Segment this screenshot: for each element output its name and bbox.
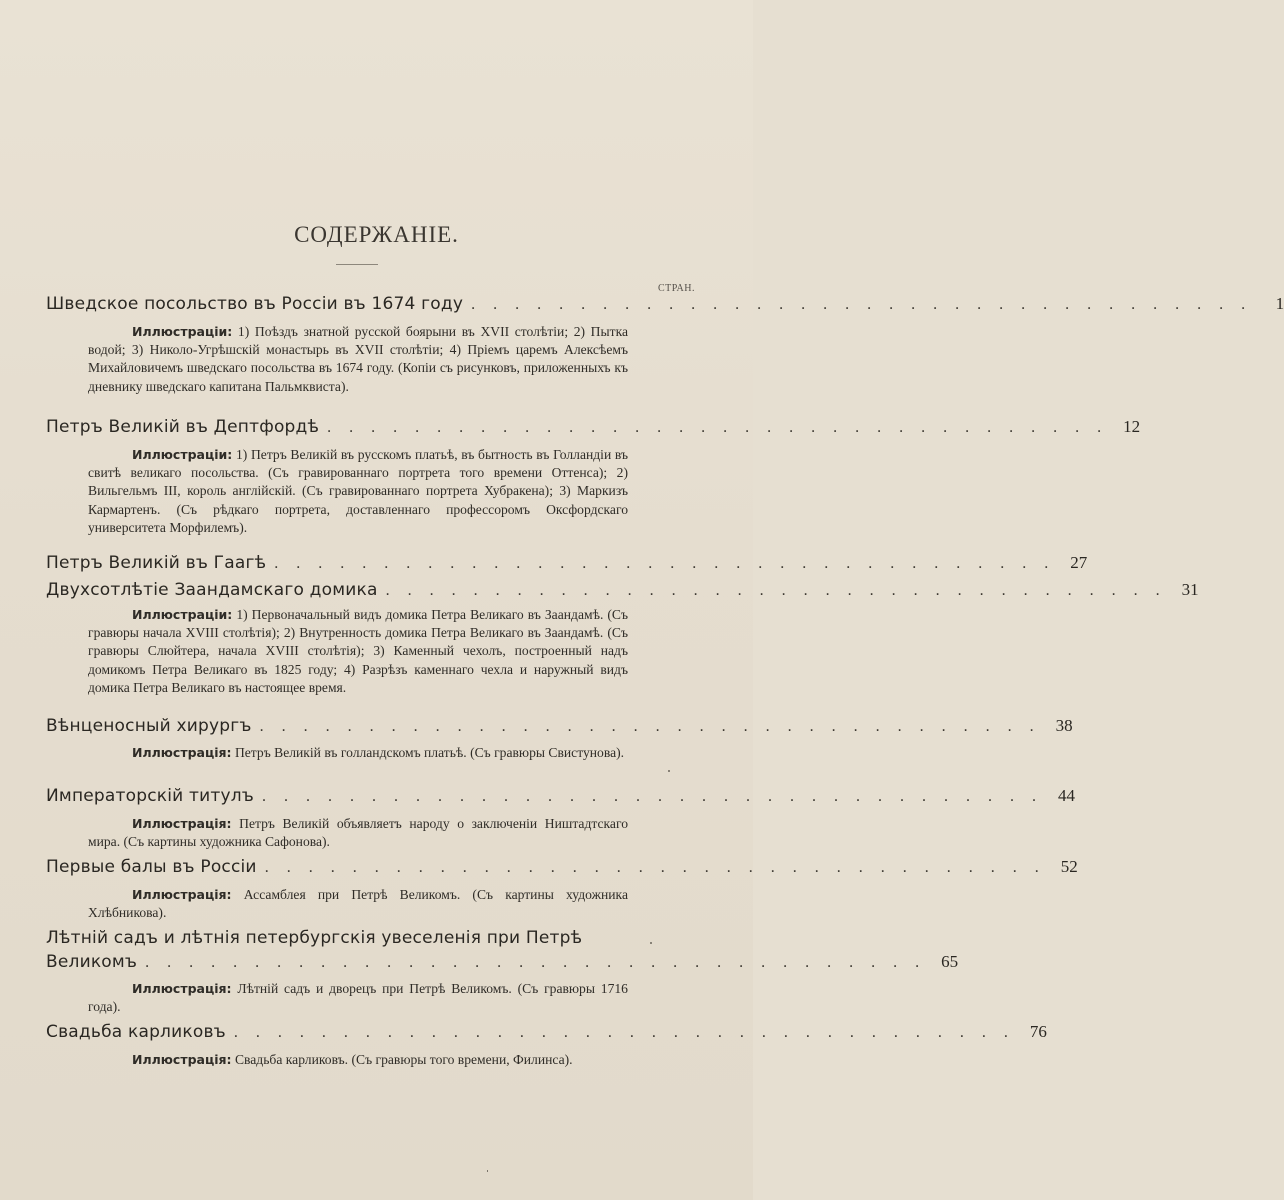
toc-illustrations	[88, 323, 628, 396]
leader-dots: . . . . . . . . . . . . . . . . . . . . . . . . . . . . . . . . . . . .	[262, 788, 1043, 805]
toc-entry-title: Петръ Великiй въ Дептфордѣ	[46, 417, 320, 437]
leader-dots: . . . . . . . . . . . . . . . . . . . . . . . . . . . . . . . . . . . .	[327, 419, 1109, 436]
page-title: СОДЕРЖАНIЕ.	[294, 222, 459, 247]
toc-entry-page: 1	[1275, 294, 1284, 313]
illustrations-text: 1) Поѣздъ знатной русской боярыни въ XVII столѣтiи; 2) Пытка водой; 3) Николо-Угрѣшскiй монастырь въ XVII столѣтiи; 4) Прiемъ царемъ Алексѣемъ Михайловичемъ шведскаго посольства въ 1674 году. (Копiи съ рисунковъ, приложенныхъ къ дневнику шведскаго капитана Пальмквиста).	[88, 324, 629, 394]
illustrations-label: Иллюстрацiя:	[132, 981, 232, 996]
illustrations-text: Петръ Великiй объявляетъ народу о заключенiи Ништадтскаго мира. (Съ картины художника Сафонова).	[88, 816, 628, 850]
illustrations-text: 1) Петръ Великiй въ русскомъ платьѣ, въ бытность въ Голландiи въ свитѣ великаго посольства. (Съ гравированнаго портрета того времени Оттенса); 2) Вильгельмъ III, король англiйскiй. (Съ гравированнаго портрета Хубракена); 3) Маркизъ Кармартенъ. (Съ рѣдкаго портрета, доставленнаго профессоромъ Оксфордскаго университета Морфилемъ).	[88, 447, 629, 535]
toc-entry-title-line[interactable]	[46, 928, 582, 952]
toc-entry-page: 27	[1070, 553, 1088, 572]
toc-entry[interactable]	[46, 580, 1199, 606]
paper-speck	[487, 1170, 488, 1172]
illustrations-label: Иллюстрацiя:	[132, 816, 232, 831]
toc-entry-title: Первые балы въ Россiи	[46, 857, 257, 877]
leader-dots: . . . . . . . . . . . . . . . . . . . . . . . . . . . . . . . . . . . .	[274, 555, 1056, 572]
toc-entry-page: 31	[1181, 580, 1199, 599]
leader-dots: . . . . . . . . . . . . . . . . . . . . . . . . . . . . . . . . . . . .	[264, 859, 1046, 876]
toc-entry[interactable]	[46, 952, 959, 978]
leader-dots: . . . . . . . . . . . . . . . . . . . . . . . . . . . . . . . . . . . .	[259, 718, 1041, 735]
toc-entry[interactable]	[46, 786, 1075, 812]
illustrations-label: Иллюстрацiя:	[132, 1052, 232, 1067]
toc-entry[interactable]	[46, 417, 1141, 443]
illustrations-label: Иллюстрацiи:	[132, 607, 233, 622]
toc-entry-title: Императорскiй титулъ	[46, 786, 254, 806]
toc-entry-title: Шведское посольство въ Россiи въ 1674 году	[46, 294, 464, 314]
toc-illustrations	[88, 1051, 628, 1069]
toc-entry-page: 12	[1123, 417, 1141, 436]
illustrations-label: Иллюстрацiи:	[132, 324, 233, 339]
page-column-label: СТРАН.	[657, 283, 695, 294]
leader-dots: . . . . . . . . . . . . . . . . . . . . . . . . . . . . . . . . . . . .	[385, 582, 1167, 599]
toc-illustrations	[88, 606, 628, 697]
illustrations-text: 1) Первоначальный видъ домика Петра Великаго въ Заандамѣ. (Съ гравюры начала XVIII столѣтiя); 2) Внутренность домика Петра Великаго въ Заандамѣ. (Съ гравюры Слюйтера, начала XVIII столѣтiя); 3) Каменный чехолъ, построенный надъ домикомъ Петра Великаго въ 1825 году; 4) Разрѣзъ каменнаго чехла и наружный видъ домика Петра Великаго въ настоящее время.	[88, 607, 629, 695]
toc-entry-page: 44	[1058, 786, 1075, 805]
illustrations-label: Иллюстрацiи:	[132, 447, 233, 462]
paper-speck	[668, 770, 670, 772]
toc-illustrations	[88, 744, 628, 762]
illustrations-text: Петръ Великiй въ голландскомъ платьѣ. (Съ гравюры Свистунова).	[234, 745, 625, 760]
toc-entry[interactable]	[46, 716, 1073, 742]
illustrations-text: Ассамблея при Петрѣ Великомъ. (Съ картины художника Хлѣбникова).	[88, 887, 628, 921]
toc-entry-title: Великомъ	[46, 952, 138, 972]
toc-entry[interactable]	[46, 1022, 1047, 1048]
toc-entry-page: 76	[1029, 1022, 1047, 1041]
toc-entry-page: 38	[1055, 716, 1073, 735]
toc-entry-title: Вѣнценосный хирургъ	[46, 716, 252, 736]
toc-entry[interactable]	[46, 553, 1088, 579]
toc-illustrations	[88, 980, 628, 1016]
toc-entry[interactable]	[46, 857, 1078, 883]
paper-speck	[650, 942, 652, 944]
toc-entry-title-first: Лѣтнiй садъ и лѣтнiя петербургскiя увеселенiя при Петрѣ	[46, 928, 583, 948]
toc-illustrations	[88, 446, 628, 537]
illustrations-label: Иллюстрацiя:	[132, 745, 232, 760]
toc-illustrations	[88, 815, 628, 851]
title-divider	[336, 264, 378, 265]
leader-dots: . . . . . . . . . . . . . . . . . . . . . . . . . . . . . . . . . . . .	[145, 954, 927, 971]
toc-entry-page: 52	[1060, 857, 1078, 876]
toc-entry-page: 65	[941, 952, 959, 971]
illustrations-text: Лѣтнiй садъ и дворецъ при Петрѣ Великомъ. (Съ гравюры 1716 года).	[88, 981, 628, 1015]
leader-dots: . . . . . . . . . . . . . . . . . . . . . . . . . . . . . . . . . . . .	[471, 296, 1253, 313]
toc-entry[interactable]	[46, 294, 1284, 320]
toc-entry-title: Петръ Великiй въ Гаагѣ	[46, 553, 267, 573]
illustrations-text: Свадьба карликовъ. (Съ гравюры того времени, Филинса).	[234, 1052, 573, 1067]
toc-entry-title: Двухсотлѣтiе Заандамскаго домика	[46, 580, 378, 600]
illustrations-label: Иллюстрацiя:	[132, 887, 232, 902]
toc-entry-title: Свадьба карликовъ	[46, 1022, 226, 1042]
leader-dots: . . . . . . . . . . . . . . . . . . . . . . . . . . . . . . . . . . . .	[233, 1024, 1015, 1041]
toc-illustrations	[88, 886, 628, 922]
